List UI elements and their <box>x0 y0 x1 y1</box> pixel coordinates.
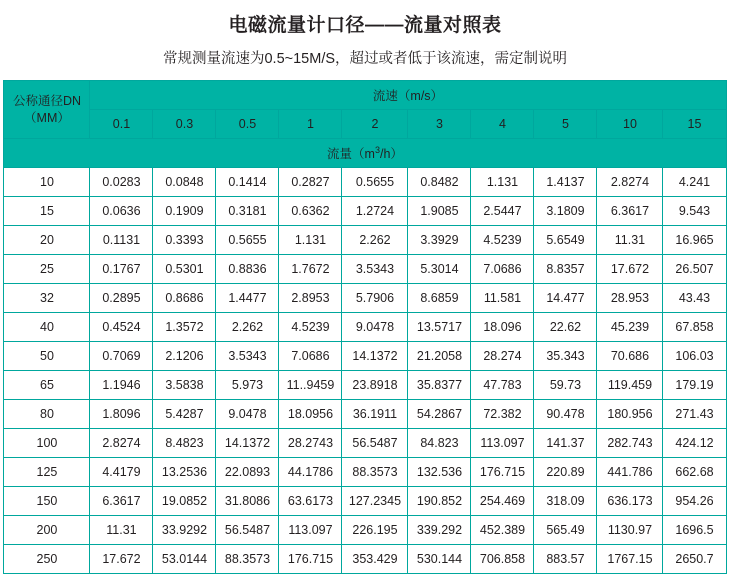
cell-value: 13.5717 <box>408 313 471 342</box>
cell-value: 54.2867 <box>408 400 471 429</box>
row-dn: 100 <box>4 429 90 458</box>
cell-value: 1.2724 <box>342 197 408 226</box>
cell-value: 2.8274 <box>597 168 663 197</box>
velocity-header-0: 0.1 <box>90 110 153 139</box>
cell-value: 113.097 <box>279 516 342 545</box>
table-row <box>4 226 726 255</box>
page-subtitle: 常规测量流速为0.5~15M/S，超过或者低于该流速，需定制说明 <box>162 51 568 67</box>
table-row <box>4 429 726 458</box>
cell-value: 2.8274 <box>90 429 153 458</box>
cell-value: 706.858 <box>471 545 534 574</box>
cell-value: 282.743 <box>597 429 663 458</box>
cell-value: 14.1372 <box>216 429 279 458</box>
cell-value: 6.3617 <box>90 487 153 516</box>
table-header-row-velocity-values <box>4 110 726 139</box>
cell-value: 179.19 <box>663 371 726 400</box>
cell-value: 452.389 <box>471 516 534 545</box>
cell-value: 35.8377 <box>408 371 471 400</box>
cell-value: 7.0686 <box>279 342 342 371</box>
velocity-header-7: 5 <box>534 110 597 139</box>
cell-value: 4.4179 <box>90 458 153 487</box>
cell-value: 2.5447 <box>471 197 534 226</box>
cell-value: 565.49 <box>534 516 597 545</box>
table-row <box>4 197 726 226</box>
row-dn: 50 <box>4 342 90 371</box>
cell-value: 17.672 <box>90 545 153 574</box>
cell-value: 5.973 <box>216 371 279 400</box>
cell-value: 2.262 <box>342 226 408 255</box>
cell-value: 17.672 <box>597 255 663 284</box>
cell-value: 63.6173 <box>279 487 342 516</box>
cell-value: 26.507 <box>663 255 726 284</box>
cell-value: 14.1372 <box>342 342 408 371</box>
flow-comparison-table <box>3 80 726 574</box>
table-header-row-flow-unit <box>4 139 726 168</box>
cell-value: 8.8357 <box>534 255 597 284</box>
row-dn: 20 <box>4 226 90 255</box>
cell-value: 0.3393 <box>153 226 216 255</box>
cell-value: 19.0852 <box>153 487 216 516</box>
cell-value: 2.262 <box>216 313 279 342</box>
cell-value: 56.5487 <box>342 429 408 458</box>
column-header-velocity: 流速（m/s） <box>90 81 726 110</box>
cell-value: 2650.7 <box>663 545 726 574</box>
cell-value: 2.1206 <box>153 342 216 371</box>
cell-value: 220.89 <box>534 458 597 487</box>
cell-value: 0.1414 <box>216 168 279 197</box>
cell-value: 1.1946 <box>90 371 153 400</box>
row-dn: 125 <box>4 458 90 487</box>
cell-value: 1.7672 <box>279 255 342 284</box>
cell-value: 18.096 <box>471 313 534 342</box>
cell-value: 67.858 <box>663 313 726 342</box>
cell-value: 1696.5 <box>663 516 726 545</box>
cell-value: 254.469 <box>471 487 534 516</box>
cell-value: 5.4287 <box>153 400 216 429</box>
cell-value: 43.43 <box>663 284 726 313</box>
velocity-header-3: 1 <box>279 110 342 139</box>
cell-value: 56.5487 <box>216 516 279 545</box>
flow-unit-prefix: 流量（m <box>327 147 375 161</box>
flow-unit-sup: 3 <box>374 144 380 155</box>
cell-value: 0.8686 <box>153 284 216 313</box>
cell-value: 127.2345 <box>342 487 408 516</box>
cell-value: 1.3572 <box>153 313 216 342</box>
cell-value: 226.195 <box>342 516 408 545</box>
cell-value: 441.786 <box>597 458 663 487</box>
table-row <box>4 168 726 197</box>
cell-value: 9.0478 <box>216 400 279 429</box>
cell-value: 106.03 <box>663 342 726 371</box>
row-dn: 25 <box>4 255 90 284</box>
cell-value: 180.956 <box>597 400 663 429</box>
cell-value: 0.1131 <box>90 226 153 255</box>
cell-value: 318.09 <box>534 487 597 516</box>
cell-value: 59.73 <box>534 371 597 400</box>
cell-value: 0.7069 <box>90 342 153 371</box>
velocity-header-6: 4 <box>471 110 534 139</box>
cell-value: 424.12 <box>663 429 726 458</box>
cell-value: 3.5838 <box>153 371 216 400</box>
table-row <box>4 313 726 342</box>
cell-value: 11..9459 <box>279 371 342 400</box>
cell-value: 1.131 <box>279 226 342 255</box>
cell-value: 1767.15 <box>597 545 663 574</box>
cell-value: 11.581 <box>471 284 534 313</box>
cell-value: 28.953 <box>597 284 663 313</box>
column-header-dn <box>4 81 90 139</box>
cell-value: 35.343 <box>534 342 597 371</box>
cell-value: 45.239 <box>597 313 663 342</box>
cell-value: 14.477 <box>534 284 597 313</box>
cell-value: 190.852 <box>408 487 471 516</box>
cell-value: 1.9085 <box>408 197 471 226</box>
cell-value: 132.536 <box>408 458 471 487</box>
cell-value: 28.274 <box>471 342 534 371</box>
row-dn: 200 <box>4 516 90 545</box>
cell-value: 4.5239 <box>471 226 534 255</box>
velocity-header-5: 3 <box>408 110 471 139</box>
row-dn: 32 <box>4 284 90 313</box>
table-header-row-velocity-title <box>4 81 726 110</box>
cell-value: 8.4823 <box>153 429 216 458</box>
cell-value: 119.459 <box>597 371 663 400</box>
cell-value: 3.5343 <box>342 255 408 284</box>
cell-value: 11.31 <box>90 516 153 545</box>
cell-value: 636.173 <box>597 487 663 516</box>
dn-header-line1: 公称通径DN <box>12 93 81 108</box>
cell-value: 1130.97 <box>597 516 663 545</box>
table-body <box>4 168 726 574</box>
cell-value: 339.292 <box>408 516 471 545</box>
cell-value: 0.0848 <box>153 168 216 197</box>
cell-value: 5.6549 <box>534 226 597 255</box>
cell-value: 3.1809 <box>534 197 597 226</box>
flow-unit-suffix: /h） <box>379 147 403 161</box>
table-row <box>4 255 726 284</box>
row-dn: 40 <box>4 313 90 342</box>
cell-value: 28.2743 <box>279 429 342 458</box>
cell-value: 113.097 <box>471 429 534 458</box>
cell-value: 16.965 <box>663 226 726 255</box>
cell-value: 88.3573 <box>216 545 279 574</box>
table-row <box>4 487 726 516</box>
cell-value: 1.4137 <box>534 168 597 197</box>
cell-value: 0.8482 <box>408 168 471 197</box>
cell-value: 0.0283 <box>90 168 153 197</box>
table-row <box>4 284 726 313</box>
cell-value: 0.5655 <box>342 168 408 197</box>
cell-value: 353.429 <box>342 545 408 574</box>
velocity-header-9: 15 <box>663 110 726 139</box>
cell-value: 271.43 <box>663 400 726 429</box>
velocity-header-2: 0.5 <box>216 110 279 139</box>
cell-value: 22.62 <box>534 313 597 342</box>
cell-value: 0.0636 <box>90 197 153 226</box>
dn-header-line2: （MM） <box>24 110 70 125</box>
cell-value: 72.382 <box>471 400 534 429</box>
cell-value: 7.0686 <box>471 255 534 284</box>
cell-value: 0.6362 <box>279 197 342 226</box>
velocity-header-8: 10 <box>597 110 663 139</box>
cell-value: 0.1909 <box>153 197 216 226</box>
cell-value: 31.8086 <box>216 487 279 516</box>
cell-value: 3.3929 <box>408 226 471 255</box>
cell-value: 3.5343 <box>216 342 279 371</box>
cell-value: 662.68 <box>663 458 726 487</box>
cell-value: 11.31 <box>597 226 663 255</box>
table-row <box>4 458 726 487</box>
cell-value: 22.0893 <box>216 458 279 487</box>
cell-value: 18.0956 <box>279 400 342 429</box>
cell-value: 36.1911 <box>342 400 408 429</box>
row-dn: 10 <box>4 168 90 197</box>
table-row <box>4 516 726 545</box>
row-dn: 15 <box>4 197 90 226</box>
cell-value: 47.783 <box>471 371 534 400</box>
cell-value: 141.37 <box>534 429 597 458</box>
cell-value: 176.715 <box>471 458 534 487</box>
table-row <box>4 371 726 400</box>
cell-value: 176.715 <box>279 545 342 574</box>
row-dn: 80 <box>4 400 90 429</box>
cell-value: 883.57 <box>534 545 597 574</box>
cell-value: 9.0478 <box>342 313 408 342</box>
cell-value: 4.5239 <box>279 313 342 342</box>
table-row <box>4 342 726 371</box>
cell-value: 70.686 <box>597 342 663 371</box>
velocity-header-4: 2 <box>342 110 408 139</box>
cell-value: 88.3573 <box>342 458 408 487</box>
cell-value: 0.4524 <box>90 313 153 342</box>
cell-value: 53.0144 <box>153 545 216 574</box>
cell-value: 0.8836 <box>216 255 279 284</box>
page-title: 电磁流量计口径——流量对照表 <box>228 15 502 36</box>
column-header-flow-unit <box>4 139 726 168</box>
cell-value: 5.3014 <box>408 255 471 284</box>
cell-value: 84.823 <box>408 429 471 458</box>
row-dn: 65 <box>4 371 90 400</box>
cell-value: 530.144 <box>408 545 471 574</box>
cell-value: 0.2895 <box>90 284 153 313</box>
cell-value: 8.6859 <box>408 284 471 313</box>
velocity-header-1: 0.3 <box>153 110 216 139</box>
cell-value: 0.3181 <box>216 197 279 226</box>
cell-value: 1.131 <box>471 168 534 197</box>
cell-value: 0.2827 <box>279 168 342 197</box>
row-dn: 250 <box>4 545 90 574</box>
cell-value: 13.2536 <box>153 458 216 487</box>
table-row <box>4 545 726 574</box>
cell-value: 0.5655 <box>216 226 279 255</box>
cell-value: 90.478 <box>534 400 597 429</box>
cell-value: 954.26 <box>663 487 726 516</box>
cell-value: 2.8953 <box>279 284 342 313</box>
table-row <box>4 400 726 429</box>
cell-value: 1.4477 <box>216 284 279 313</box>
cell-value: 4.241 <box>663 168 726 197</box>
cell-value: 6.3617 <box>597 197 663 226</box>
cell-value: 23.8918 <box>342 371 408 400</box>
cell-value: 0.1767 <box>90 255 153 284</box>
cell-value: 33.9292 <box>153 516 216 545</box>
cell-value: 5.7906 <box>342 284 408 313</box>
cell-value: 44.1786 <box>279 458 342 487</box>
cell-value: 21.2058 <box>408 342 471 371</box>
row-dn: 150 <box>4 487 90 516</box>
cell-value: 0.5301 <box>153 255 216 284</box>
cell-value: 9.543 <box>663 197 726 226</box>
cell-value: 1.8096 <box>90 400 153 429</box>
